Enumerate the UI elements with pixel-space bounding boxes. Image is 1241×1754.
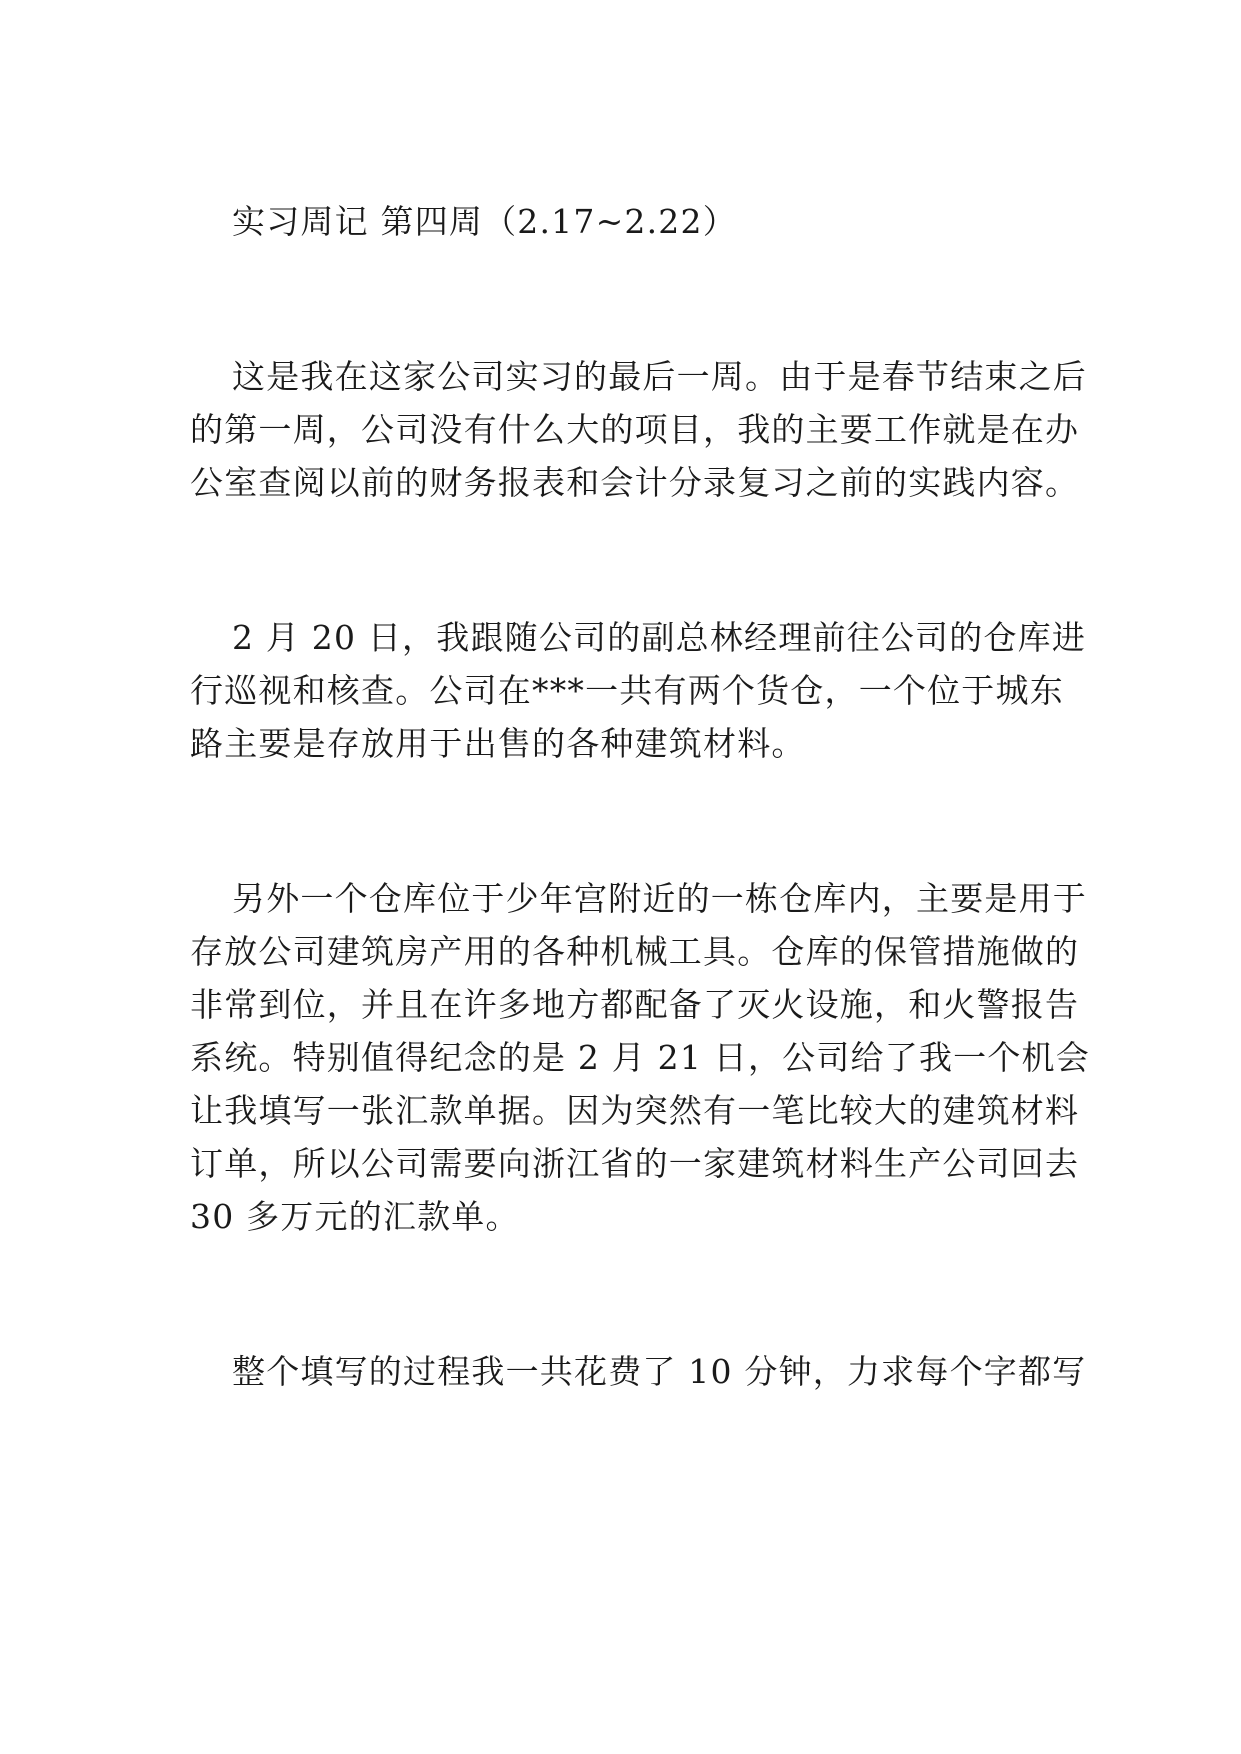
paragraph-3-line-4: 系统。特别值得纪念的是 2 月 21 日，公司给了我一个机会 <box>190 1038 1090 1077</box>
paragraph-2-line-3: 路主要是存放用于出售的各种建筑材料。 <box>190 724 806 763</box>
paragraph-3-line-2: 存放公司建筑房产用的各种机械工具。仓库的保管措施做的 <box>190 932 1080 971</box>
paragraph-1-line-1: 这是我在这家公司实习的最后一周。由于是春节结束之后 <box>232 357 1087 396</box>
paragraph-3-line-5: 让我填写一张汇款单据。因为突然有一笔比较大的建筑材料 <box>190 1091 1080 1130</box>
paragraph-3-line-6: 订单，所以公司需要向浙江省的一家建筑材料生产公司回去 <box>190 1144 1080 1183</box>
paragraph-4-line-1: 整个填写的过程我一共花费了 10 分钟，力求每个字都写 <box>232 1352 1087 1391</box>
paragraph-3-line-3: 非常到位，并且在许多地方都配备了灭火设施，和火警报告 <box>190 985 1080 1024</box>
document-title: 实习周记 第四周（2.17~2.22） <box>232 202 737 241</box>
paragraph-1-line-2: 的第一周，公司没有什么大的项目，我的主要工作就是在办 <box>190 410 1080 449</box>
paragraph-3-line-7: 30 多万元的汇款单。 <box>190 1197 520 1236</box>
paragraph-2-line-2: 行巡视和核查。公司在***一共有两个货仓，一个位于城东 <box>190 671 1064 710</box>
paragraph-3-line-1: 另外一个仓库位于少年宫附近的一栋仓库内，主要是用于 <box>232 879 1087 918</box>
paragraph-1-line-3: 公室查阅以前的财务报表和会计分录复习之前的实践内容。 <box>190 463 1080 502</box>
paragraph-2-line-1: 2 月 20 日，我跟随公司的副总林经理前往公司的仓库进 <box>232 618 1087 657</box>
